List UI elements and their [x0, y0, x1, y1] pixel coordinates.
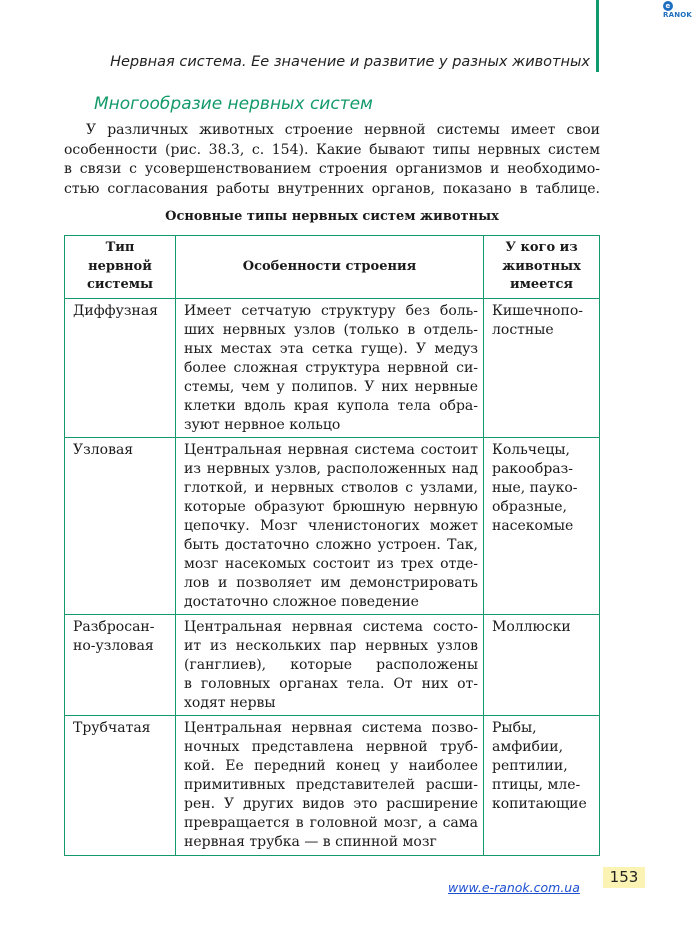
cell-animals: Рыбы, амфибии, рептилии, птицы, мле- копитающие — [484, 716, 600, 856]
table-caption: Основные типы нервных систем животных — [165, 209, 499, 224]
table-row — [65, 299, 600, 438]
cell-features: Имеет сетчатую структуру без боль- ших нервных узлов (только в отдель- ных местах эта сетка гуще). У медуз более сложная структура нервной си- стемы, чем у полипов. У них нервные клетки вдоль края купола тела обра- зуют нервное кольцо — [176, 299, 484, 438]
cell-type: Трубчатая — [65, 716, 176, 856]
page-header: Нервная система. Ее значение и развитие у разных животных — [110, 54, 590, 70]
cell-features: Центральная нервная система состоит из нервных узлов, расположенных над глоткой, и нервных стволов с узлами, которые образуют брюшную нервную цепочку. Мозг членистоногих может быть достаточно сложно устроен. Так, мозг насекомых состоит из трех отде- лов и позволяет им демонстрировать достаточно сложное поведение — [176, 438, 484, 615]
intro-line: стью согласования работы внутренних органов, показано в таблице. — [64, 180, 600, 197]
table-row — [65, 438, 600, 615]
intro-line: особенности (рис. 38.3, с. 154). Какие бывают типы нервных систем — [64, 141, 600, 158]
intro-paragraph — [64, 121, 600, 199]
header-features: Особенности строения — [176, 236, 484, 299]
section-title: Многообразие нервных систем — [94, 94, 373, 114]
cell-animals: Моллюски — [484, 615, 600, 716]
page-number: 153 — [603, 867, 645, 888]
table-header-row — [65, 236, 600, 299]
intro-line: в связи с усовершенствованием строения организмов и необходимо- — [64, 161, 600, 177]
table-row — [65, 716, 600, 856]
cell-animals: Кольчецы, ракообраз- ные, пауко- образные, насекомые — [484, 438, 600, 615]
header-type: Тип нервной системы — [65, 236, 176, 299]
decorative-vertical-bar — [596, 0, 599, 72]
table-row — [65, 615, 600, 716]
cell-type: Узловая — [65, 438, 176, 615]
cell-type: Диффузная — [65, 299, 176, 438]
e-logo-icon: e — [663, 1, 673, 11]
cell-features: Центральная нервная система позво- ночных представлена нервной труб- кой. Ее передний конец у наиболее примитивных представителей расши- рен. У других видов это расширение превращается в головной мозг, а сама нервная трубка — в спинной мозг — [176, 716, 484, 856]
cell-type: Разбросан- но-узловая — [65, 615, 176, 716]
publisher-url-link[interactable]: www.e-ranok.com.ua — [448, 880, 580, 895]
nervous-systems-table — [64, 235, 600, 856]
header-animals: У кого из животных имеется — [484, 236, 600, 299]
intro-line: У различных животных строение нервной системы имеет свои — [86, 122, 600, 138]
cell-animals: Кишечнопо- лостные — [484, 299, 600, 438]
cell-features: Центральная нервная система состо- ит из нескольких пар нервных узлов (ганглиев), которые расположены в головных органах тела. От них от- ходят нервы — [176, 615, 484, 716]
publisher-logo: eRANOK — [663, 2, 693, 19]
